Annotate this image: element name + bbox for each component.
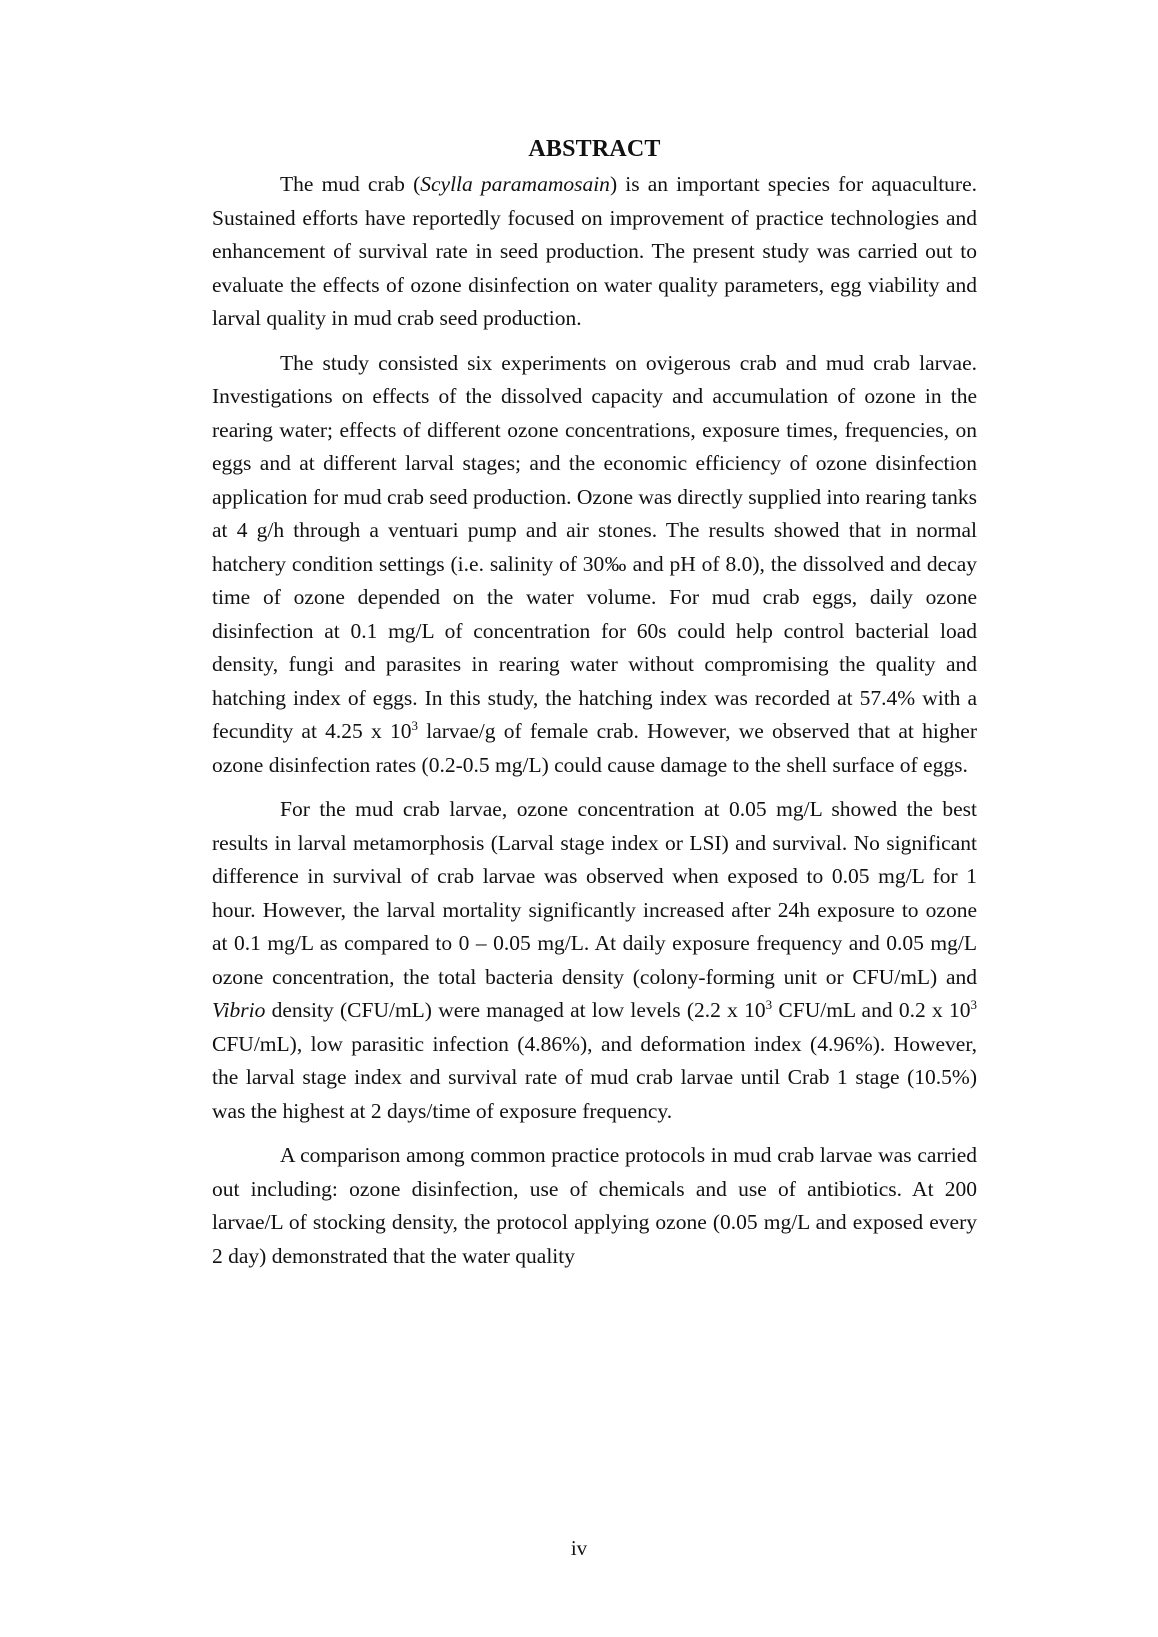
abstract-paragraph-4 (212, 1139, 977, 1273)
superscript-exponent: 3 (411, 717, 419, 733)
page-number: iv (570, 1536, 588, 1560)
superscript-exponent: 3 (765, 996, 773, 1012)
text-segment: ) is an important species for aquaculture. Sustained efforts have reportedly focused on improvement of practice technologies and enhancement of survival rate in seed production. The present study was carried out to evaluate the effects of ozone disinfection on water quality parameters, egg viability and larval quality in mud crab seed production. (212, 172, 977, 330)
abstract-paragraph-1 (212, 168, 977, 336)
text-segment: A comparison among common practice protocols in mud crab larvae was carried out including: ozone disinfection, use of chemicals and use of antibiotics. At 200 larvae/L of stocking density, the protocol applying ozone (0.05 mg/L and exposed every 2 day) demonstrated that the water quality (212, 1143, 977, 1268)
abstract-paragraph-3 (212, 793, 977, 1128)
superscript-exponent: 3 (970, 996, 977, 1012)
text-segment: CFU/mL and 0.2 x 10 (772, 998, 971, 1022)
abstract-paragraph-2 (212, 347, 977, 783)
text-segment: larvae/g of female crab. However, we observed that at higher ozone disinfection rates (0.2-0.5 mg/L) could cause damage to the shell surface of eggs. (212, 719, 977, 777)
text-segment: For the mud crab larvae, ozone concentration at 0.05 mg/L showed the best results in larval metamorphosis (Larval stage index or LSI) and survival. No significant difference in survival of crab larvae was observed when exposed to 0.05 mg/L for 1 hour. However, the larval mortality significantly increased after 24h exposure to ozone at 0.1 mg/L as compared to 0 – 0.05 mg/L. At daily exposure frequency and 0.05 mg/L ozone concentration, the total bacteria density (colony-forming unit or CFU/mL) and (212, 797, 977, 989)
abstract-heading: ABSTRACT (528, 136, 661, 162)
text-segment: The study consisted six experiments on ovigerous crab and mud crab larvae. Investigations on effects of the dissolved capacity and accumulation of ozone in the rearing water; effects of different ozone concentrations, exposure times, frequencies, on eggs and at different larval stages; and the economic efficiency of ozone disinfection application for mud crab seed production. Ozone was directly supplied into rearing tanks at 4 g/h through a ventuari pump and air stones. The results showed that in normal hatchery condition settings (i.e. salinity of 30‰ and pH of 8.0), the dissolved and decay time of ozone depended on the water volume. For mud crab eggs, daily ozone disinfection at 0.1 mg/L of concentration for 60s could help control bacterial load density, fungi and parasites in rearing water without compromising the quality and hatching index of eggs. In this study, the hatching index was recorded at 57.4% with a fecundity at 4.25 x 10 (212, 350, 977, 743)
text-segment: CFU/mL), low parasitic infection (4.86%), and deformation index (4.96%). However, the larval stage index and survival rate of mud crab larvae until Crab 1 stage (10.5%) was the highest at 2 days/time of exposure frequency. (212, 1031, 977, 1123)
text-segment: density (CFU/mL) were managed at low levels (2.2 x 10 (265, 998, 766, 1022)
species-name-italic: Scylla paramamosain (420, 172, 610, 196)
genus-name-italic: Vibrio (212, 998, 266, 1022)
text-segment: The mud crab ( (280, 172, 421, 196)
document-page (212, 130, 977, 1284)
